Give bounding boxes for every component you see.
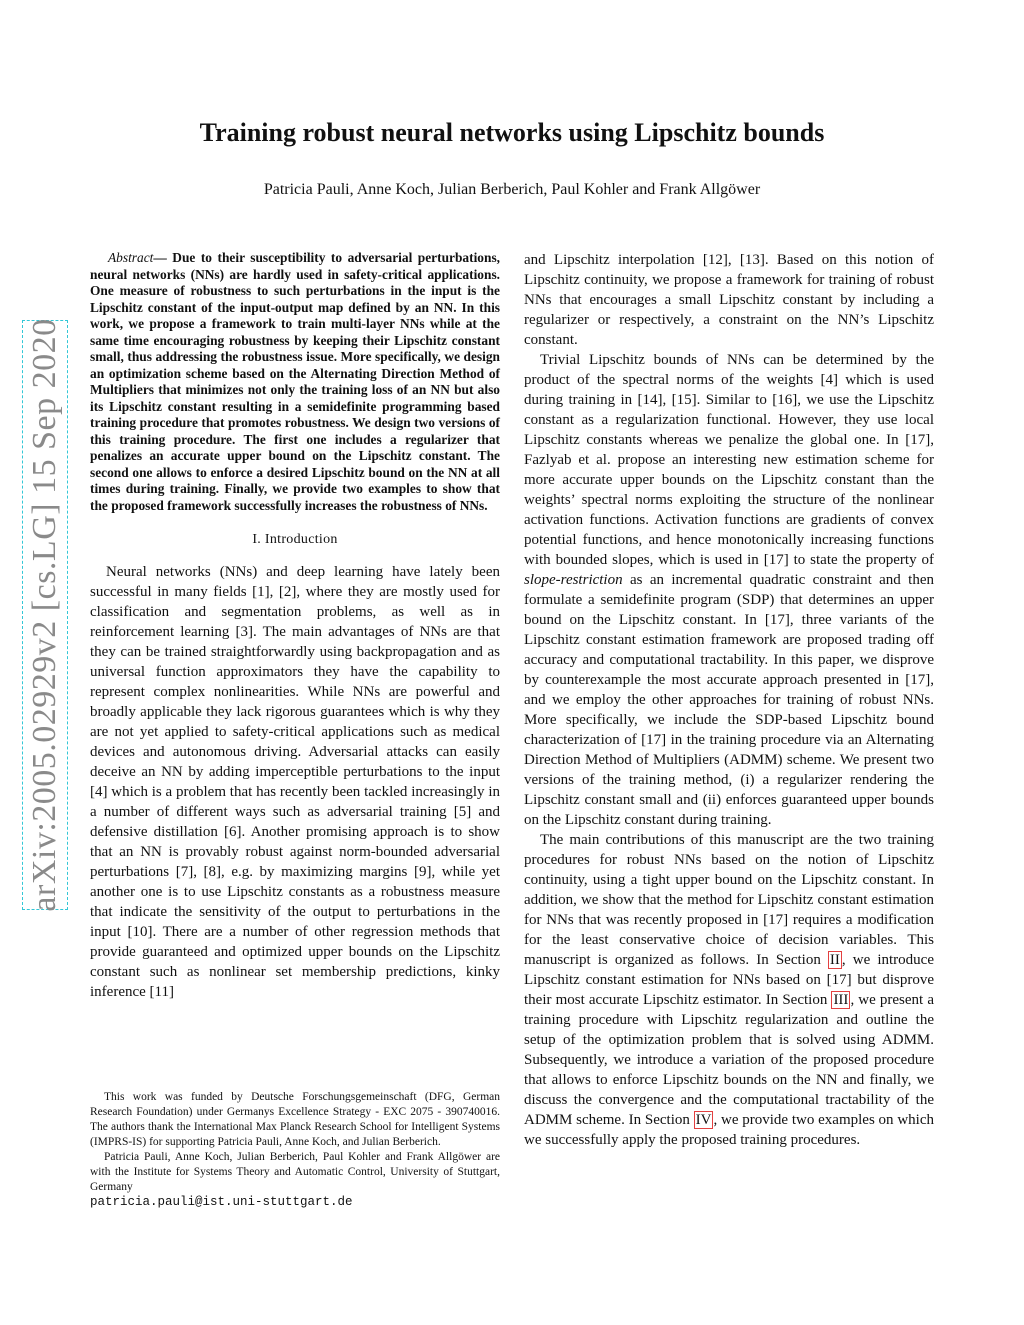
intro-paragraph-3-part-b: , we introduce Lipschitz constant estimation for NNs based on [17] but disprove their most accurate Lipschitz estimator. In Section	[524, 952, 934, 1008]
footnote-affiliation: Patricia Pauli, Anne Koch, Julian Berberich, Paul Kohler and Frank Allgöwer are with the Institute for Systems Theory and Automatic Control, University of Stuttgart, Germany	[90, 1151, 500, 1193]
abstract	[90, 250, 500, 514]
author-list: Patricia Pauli, Anne Koch, Julian Berberich, Paul Kohler and Frank Allgöwer	[263, 181, 761, 198]
arxiv-identifier-box	[22, 320, 68, 910]
abstract-text: — Due to their susceptibility to adversarial perturbations, neural networks (NNs) are hardly used in safety-critical applications. One measure of robustness to such perturbations in the input is the Lipschitz constant of the input-output map defined by an NN. In this work, we propose a framework to train multi-layer NNs while at the same time encouraging robustness by keeping their Lipschitz constant small, thus addressing the robustness issue. More specifically, we design an optimization scheme based on the Alternating Direction Method of Multipliers that minimizes not only the training loss of an NN but also its Lipschitz constant resulting in a semidefinite programming based training procedure that promotes robustness. We design two versions of this training procedure. The first one includes a regularizer that penalizes an accurate upper bound on the Lipschitz constant. The second one allows to enforce a desired Lipschitz bound on the NN at all times during training. Finally, we provide two examples to show that the proposed framework successfully increases the robustness of NNs.	[90, 250, 500, 513]
intro-paragraph-2	[524, 350, 934, 830]
footnotes	[90, 1090, 500, 1210]
author-email: patricia.pauli@ist.uni-stuttgart.de	[90, 1195, 353, 1209]
intro-paragraph-2-part-b: as an incremental quadratic constraint and then formulate a semidefinite program (SDP) that determines an upper bound on the Lipschitz constant. In [17], three variants of the Lipschitz constant estimation framework are proposed trading off accuracy and computational tractability. In this paper, we disprove by counterexample the most accurate approach presented in [17], and we employ the other approaches for training of robust NNs. More specifically, we include the SDP-based Lipschitz bound characterization of [17] in the training procedure via an Alternating Direction Method of Multipliers (ADMM) scheme. We present two versions of the training method, (i) a regularizer rendering the Lipschitz constant small and (ii) enforces guaranteed upper bounds on the Lipschitz constant during training.	[524, 572, 934, 828]
intro-paragraph-2-part-a: Trivial Lipschitz bounds of NNs can be determined by the product of the spectral norms of the weights [4] which is used during training in [14], [15]. Similar to [16], we use the Lipschitz constant as a regularization functional. However, they use local Lipschitz constants whereas we penalize the global one. In [17], Fazlyab et al. propose an interesting new estimation scheme for more accurate upper bounds on the Lipschitz constant than the weights’ spectral norms exploiting the structure of the nonlinear activation functions. Activation functions are gradients of convex potential functions, and hence monotonically increasing functions with bounded slopes, which is used in [17] to state the property of	[524, 352, 934, 568]
slope-restriction-term: slope-restriction	[524, 572, 623, 588]
section-ref-link-iii[interactable]: III	[833, 992, 849, 1008]
intro-paragraph-3-part-d: , we provide two examples on which we successfully apply the proposed training procedures.	[524, 1112, 934, 1148]
abstract-label: Abstract	[108, 250, 154, 265]
footnote-funding: This work was funded by Deutsche Forschungsgemeinschaft (DFG, German Research Foundation) under Germanys Excellence Strategy - EXC 2075 - 390740016. The authors thank the International Max Planck Research School for Intelligent Systems (IMPRS-IS) for supporting Patricia Pauli, Anne Koch, and Julian Berberich.	[90, 1091, 500, 1148]
intro-paragraph-3-part-a: The main contributions of this manuscript are the two training procedures for robust NNs based on the notion of Lipschitz continuity, using a tight upper bound on the Lipschitz constant. In addition, we show that the method for Lipschitz constant estimation for NNs that was recently proposed in [17] requires a modification for the least conservative choice of decision variables. This manuscript is organized as follows. In Section	[524, 832, 934, 968]
intro-paragraph-1: Neural networks (NNs) and deep learning have lately been successful in many fields [1], [2], where they are mostly used for classification and segmentation problems, as well as in reinforcement learning [3]. The main advantages of NNs are that they can be trained straightforwardly using backpropagation and as universal function approximators they have the capability to represent complex nonlinearities. While NNs are powerful and broadly applicable they lack rigorous guarantees which is why they are not yet applied to safety-critical applications such as medical devices and autonomous driving. Adversarial attacks can easily deceive an NN by adding imperceptible perturbations to the input [4] which is a problem that has recently been tackled increasingly in a number of different ways such as adversarial training [5] and defensive distillation [6]. Another promising approach is to show that an NN is provably robust against norm-bounded adversarial perturbations [7], [8], e.g. by maximizing margins [9], while yet another one is to use Lipschitz constants as a robustness measure that indicate the sensitivity of the output to perturbations in the input [10]. There are a number of other regression methods that provide guaranteed and optimized upper bounds on the Lipschitz constant such as nonlinear set membership predictions, kinky inference [11]	[90, 564, 500, 1000]
section-heading-introduction: I. Introduction	[252, 532, 338, 547]
right-column	[524, 250, 934, 1150]
section-ref-link-ii[interactable]: II	[829, 952, 840, 968]
intro-paragraph-3	[524, 830, 934, 1150]
intro-paragraph-3-part-c: , we present a training procedure with Lipschitz regularization and outline the setup of the optimization problem that is solved using ADMM. Subsequently, we introduce a variation of the proposed procedure that allows to enforce Lipschitz bounds on the NN and finally, we discuss the convergence and the computational tractability of the ADMM scheme. In Section	[524, 992, 934, 1128]
left-column	[90, 250, 500, 1002]
arxiv-identifier: arXiv:2005.02929v2 [cs.LG] 15 Sep 2020	[26, 318, 63, 912]
paper-title: Training robust neural networks using Lipschitz bounds	[199, 118, 825, 147]
section-ref-link-iv[interactable]: IV	[695, 1112, 712, 1128]
intro-paragraph-continued: and Lipschitz interpolation [12], [13]. Based on this notion of Lipschitz continuity, we propose a framework for training of robust NNs that encourages a small Lipschitz constant by including a regularizer or respectively, a constraint on the NN’s Lipschitz constant.	[524, 252, 934, 348]
